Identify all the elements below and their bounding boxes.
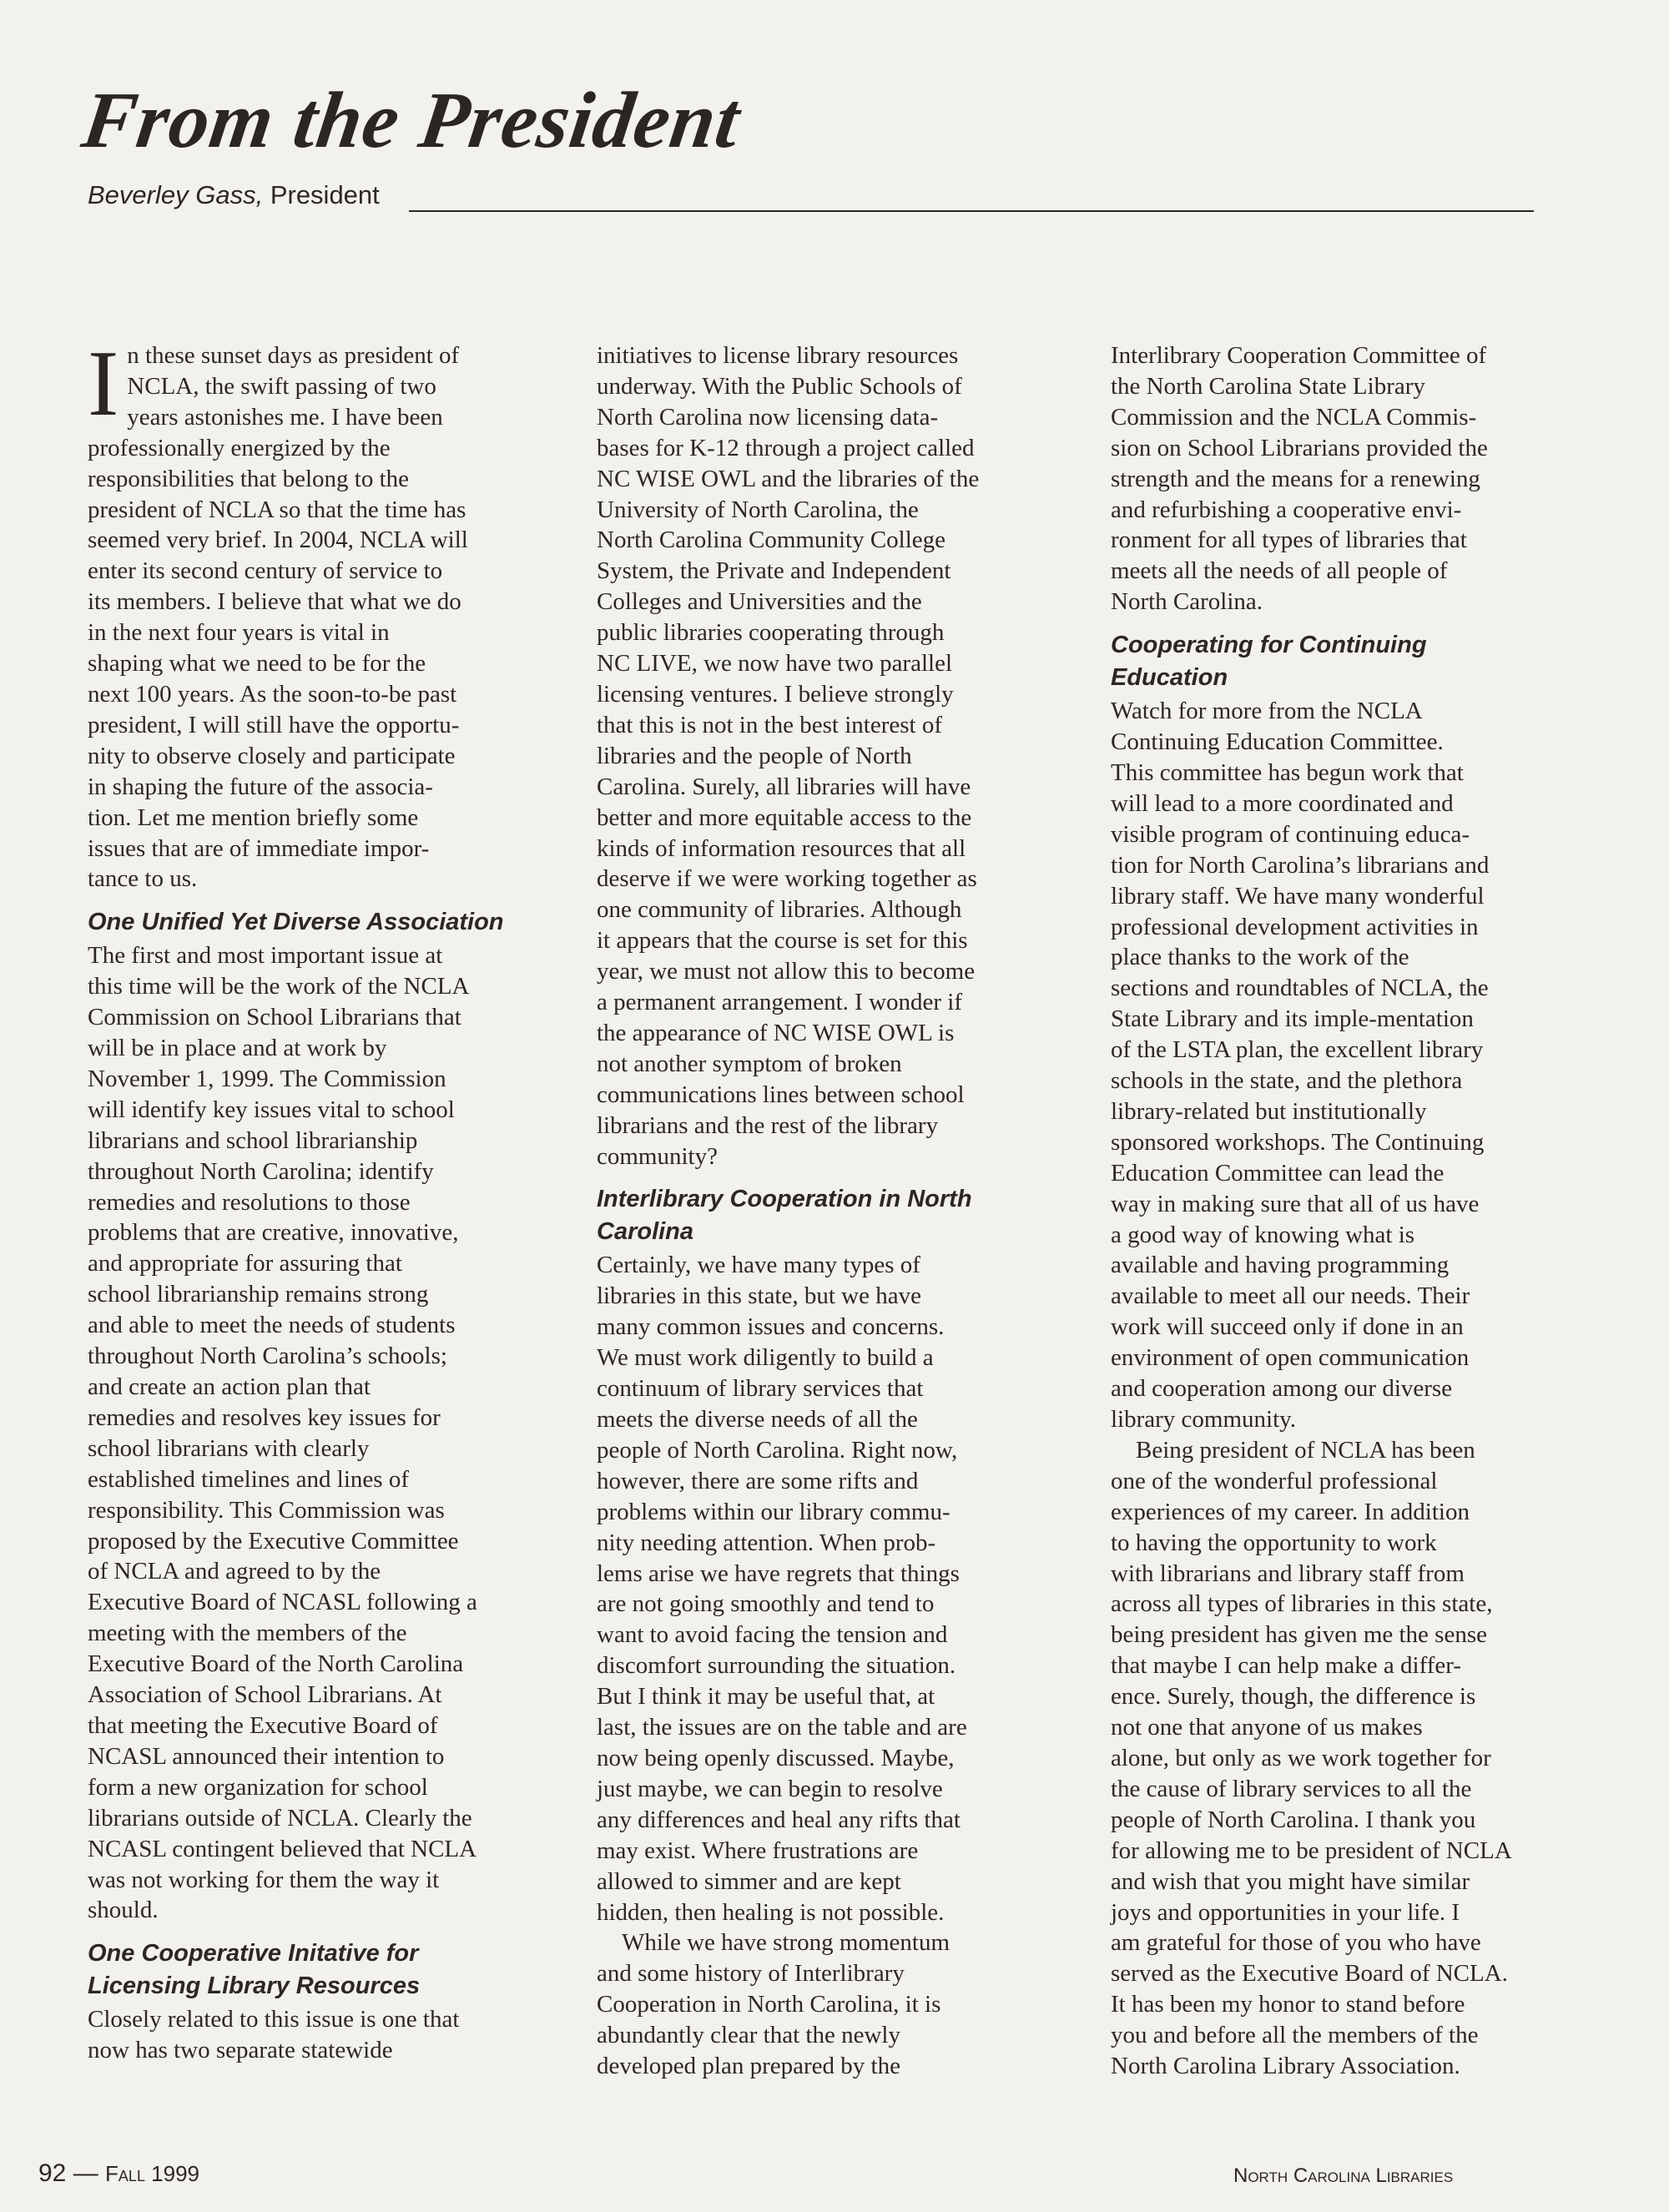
text-line: for allowing me to be president of NCLA [1111,1837,1512,1864]
text-line: will lead to a more coordinated and [1111,789,1454,817]
text-line: North Carolina Library Association. [1111,2053,1460,2080]
text-line: Commission and the NCLA Commis- [1111,403,1477,431]
text-line: throughout North Carolina; identify [88,1157,434,1185]
text-line: initiatives to license library resources [597,342,959,369]
text-line: that meeting the Executive Board of [88,1711,438,1739]
text-line: and some history of Interlibrary [597,1960,905,1988]
text-line: While we have strong momentum [622,1929,950,1957]
text-line: bases for K-12 through a project called [597,434,975,461]
text-line: experiences of my career. In addition [1111,1498,1470,1525]
text-line: people of North Carolina. Right now, [597,1436,958,1464]
text-line: librarians and the rest of the library [597,1111,939,1139]
text-line: people of North Carolina. I thank you [1111,1806,1476,1833]
paragraph [88,332,563,894]
text-line: nity needing attention. When prob- [597,1529,936,1556]
text-line: sections and roundtables of NCLA, the [1111,975,1489,1002]
paragraph [88,940,563,1926]
byline [88,180,380,210]
text-line: community? [597,1142,718,1170]
text-line: that maybe I can help make a differ- [1111,1652,1461,1680]
text-line: tion. Let me mention briefly some [88,804,419,831]
text-line: discomfort surrounding the situation. [597,1652,956,1680]
section-heading [1111,629,1586,694]
text-line: to having the opportunity to work [1111,1529,1437,1556]
text-line: you and before all the members of the [1111,2022,1479,2049]
text-line: throughout North Carolina’s schools; [88,1343,447,1370]
text-line: deserve if we were working together as [597,865,977,893]
text-line: ronment for all types of libraries that [1111,527,1467,554]
text-line: Cooperation in North Carolina, it is [597,1991,941,2018]
text-line: in shaping the future of the associa- [88,773,433,800]
text-line: in the next four years is vital in [88,619,390,647]
paragraph [597,340,1072,1172]
text-line: University of North Carolina, the [597,496,919,523]
text-line: The first and most important issue at [88,942,443,970]
heading-line: Cooperating for Continuing [1111,632,1427,659]
text-line: are not going smoothly and tend to [597,1590,935,1618]
text-line: alone, but only as we work together for [1111,1744,1491,1771]
text-line: the North Carolina State Library [1111,372,1425,400]
paragraph [597,1927,1072,2082]
text-line: Executive Board of NCASL following a [88,1589,477,1616]
text-line: issues that are of immediate impor- [88,834,430,862]
text-line: enter its second century of service to [88,557,443,585]
text-line: school librarians with clearly [88,1434,370,1462]
text-line: last, the issues are on the table and are [597,1714,967,1741]
text-line: a permanent arrangement. I wonder if [597,989,963,1016]
text-line: sponsored workshops. The Continuing [1111,1128,1485,1156]
text-line: available to meet all our needs. Their [1111,1282,1470,1310]
text-line: NC WISE OWL and the libraries of the [597,465,980,492]
text-line: seemed very brief. In 2004, NCLA will [88,527,468,554]
text-line: Executive Board of the North Carolina [88,1650,464,1678]
text-line: it appears that the course is set for this [597,927,968,955]
text-line: sion on School Librarians provided the [1111,434,1488,461]
section-heading [88,1937,563,2003]
text-line: meets all the needs of all people of [1111,557,1448,585]
text-line: libraries and the people of North [597,742,912,769]
issue-label: Fall 1999 [105,2161,200,2186]
text-line: lems arise we have regrets that things [597,1559,960,1587]
text-line: not another symptom of broken [597,1050,902,1077]
text-line: responsibility. This Commission was [88,1496,445,1524]
text-line: licensing ventures. I believe strongly [597,680,954,708]
text-line: developed plan prepared by the [597,2053,900,2080]
text-line: strength and the means for a renewing [1111,465,1480,492]
text-line: library community. [1111,1406,1297,1433]
text-line: of the LSTA plan, the excellent library [1111,1036,1484,1064]
text-line: one community of libraries. Although [597,896,962,924]
text-line: and refurbishing a cooperative envi- [1111,496,1462,523]
text-line: We must work diligently to build a [597,1344,934,1372]
footer-folio [38,2159,199,2188]
text-line: and create an action plan that [88,1373,371,1400]
text-line: this time will be the work of the NCLA [88,973,470,1000]
text-line: and wish that you might have similar [1111,1867,1470,1895]
byline-rule [409,210,1534,212]
text-line: tion for North Carolina’s librarians and [1111,851,1490,879]
text-line: responsibilities that belong to the [88,465,410,492]
text-line: underway. With the Public Schools of [597,372,962,400]
text-line: form a new organization for school [88,1773,428,1801]
heading-line: Licensing Library Resources [88,1973,421,2000]
text-line: Association of School Librarians. At [88,1681,442,1709]
text-line: established timelines and lines of [88,1465,409,1493]
text-line: problems within our library commu- [597,1498,950,1525]
text-line: Being president of NCLA has been [1136,1436,1475,1464]
text-line: now being openly discussed. Maybe, [597,1744,955,1771]
text-line: joys and opportunities in your life. I [1111,1898,1460,1926]
text-line: remedies and resolutions to those [88,1188,411,1216]
text-line: next 100 years. As the soon-to-be past [88,680,457,708]
text-line: Certainly, we have many types of [597,1252,920,1279]
text-line: however, there are some rifts and [597,1467,919,1494]
text-line: November 1, 1999. The Commission [88,1065,446,1092]
text-line: am grateful for those of you who have [1111,1929,1481,1957]
text-line: served as the Executive Board of NCLA. [1111,1960,1508,1988]
text-line: North Carolina now licensing data- [597,403,939,431]
text-line: nity to observe closely and participate [88,742,456,769]
text-line: year, we must not allow this to become [597,958,976,985]
text-line: place thanks to the work of the [1111,944,1409,971]
text-line: across all types of libraries in this state, [1111,1590,1493,1618]
text-line: shaping what we need to be for the [88,650,426,678]
folio-dash: — [66,2159,106,2187]
text-line: want to avoid facing the tension and [597,1621,948,1649]
text-line: tance to us. [88,865,198,893]
text-line: NCASL announced their intention to [88,1742,445,1770]
text-line: schools in the state, and the plethora [1111,1067,1463,1095]
author-name: Beverley Gass, [88,180,264,209]
text-line: the cause of library services to all the [1111,1775,1472,1802]
text-line: NCASL contingent believed that NCLA [88,1835,477,1862]
text-line: any differences and heal any rifts that [597,1806,961,1833]
text-line: remedies and resolves key issues for [88,1403,441,1431]
text-line: libraries in this state, but we have [597,1282,921,1310]
text-line: Interlibrary Cooperation Committee of [1111,342,1487,369]
text-line: years astonishes me. I have been [127,403,443,431]
text-line: Commission on School Librarians that [88,1004,461,1031]
text-line: Carolina. Surely, all libraries will have [597,773,971,800]
text-line: problems that are creative, innovative, [88,1219,459,1247]
text-line: not one that anyone of us makes [1111,1714,1423,1741]
text-line: many common issues and concerns. [597,1313,945,1341]
text-line: president of NCLA so that the time has [88,496,466,523]
author-role: President [263,180,380,209]
text-line: public libraries cooperating through [597,619,945,647]
drop-cap: I [88,332,119,436]
text-line: should. [88,1897,159,1924]
heading-line: Carolina [597,1218,694,1246]
text-line: It has been my honor to stand before [1111,1991,1465,2018]
text-line: library staff. We have many wonderful [1111,882,1485,909]
text-line: with librarians and library staff from [1111,1559,1465,1587]
paragraph [88,2004,563,2066]
text-line: Continuing Education Committee. [1111,728,1444,756]
paragraph [1111,1435,1586,2082]
text-line: work will succeed only if done in an [1111,1313,1464,1341]
heading-line: Education [1111,664,1228,692]
text-line: ence. Surely, though, the difference is [1111,1683,1476,1711]
text-line: being president has given me the sense [1111,1621,1487,1649]
publication-name: North Carolina Libraries [1233,2164,1454,2187]
text-line: But I think it may be useful that, at [597,1683,935,1711]
text-line: communications lines between school [597,1081,965,1108]
text-line: This committee has begun work that [1111,758,1464,786]
text-line: Colleges and Universities and the [597,588,922,616]
text-line: one of the wonderful professional [1111,1467,1438,1494]
section-heading [88,906,563,939]
text-line: proposed by the Executive Committee [88,1527,459,1554]
text-line: and appropriate for assuring that [88,1250,402,1277]
heading-line: One Unified Yet Diverse Association [88,909,504,936]
paragraph [1111,696,1586,1435]
text-line: was not working for them the way it [88,1866,440,1893]
column-3 [1111,340,1586,2082]
heading-line: One Cooperative Initative for [88,1940,419,1968]
page-title: From the President [77,75,746,164]
text-line: allowed to simmer and are kept [597,1867,901,1895]
column-2 [597,340,1072,2082]
text-line: hidden, then healing is not possible. [597,1898,945,1926]
paragraph [597,1250,1072,1927]
text-line: North Carolina Community College [597,527,946,554]
text-line: environment of open communication [1111,1344,1470,1372]
text-line: North Carolina. [1111,588,1263,616]
text-line: school librarianship remains strong [88,1281,429,1308]
text-line: the appearance of NC WISE OWL is [597,1019,955,1046]
text-line: n these sunset days as president of [127,342,460,369]
text-line: will identify key issues vital to school [88,1096,455,1123]
heading-line: Interlibrary Cooperation in North [597,1186,972,1213]
text-line: Education Committee can lead the [1111,1159,1445,1187]
text-line: meets the diverse needs of all the [597,1406,918,1433]
text-line: abundantly clear that the newly [597,2022,900,2049]
text-line: professional development activities in [1111,913,1479,940]
text-line: president, I will still have the opportu- [88,711,460,738]
text-line: kinds of information resources that all [597,834,966,862]
text-line: meeting with the members of the [88,1620,407,1647]
section-heading [597,1183,1072,1248]
text-line: that this is not in the best interest of [597,711,943,738]
paragraph [1111,340,1586,617]
text-line: and able to meet the needs of students [88,1312,456,1339]
text-line: visible program of continuing educa- [1111,820,1470,848]
text-line: Watch for more from the NCLA [1111,698,1423,725]
text-line: better and more equitable access to the [597,804,972,831]
text-line: available and having programming [1111,1252,1450,1279]
text-line: will be in place and at work by [88,1035,387,1062]
text-line: may exist. Where frustrations are [597,1837,919,1864]
text-line: and cooperation among our diverse [1111,1375,1453,1403]
column-1 [88,332,563,2066]
text-line: Closely related to this issue is one that [88,2006,460,2033]
text-line: System, the Private and Independent [597,557,951,585]
text-line: librarians outside of NCLA. Clearly the [88,1804,472,1832]
text-line: a good way of knowing what is [1111,1221,1415,1248]
text-line: of NCLA and agreed to by the [88,1558,381,1585]
text-line: way in making sure that all of us have [1111,1190,1480,1217]
text-line: librarians and school librarianship [88,1126,418,1154]
text-line: library-related but institutionally [1111,1097,1427,1125]
page-number: 92 [38,2159,67,2187]
text-line: professionally energized by the [88,434,391,461]
text-line: continuum of library services that [597,1375,924,1403]
text-line: its members. I believe that what we do [88,588,461,616]
text-line: NCLA, the swift passing of two [127,372,436,400]
text-line: NC LIVE, we now have two parallel [597,650,953,678]
text-line: just maybe, we can begin to resolve [597,1775,943,1802]
text-line: now has two separate statewide [88,2037,393,2064]
text-line: State Library and its imple-mentation [1111,1005,1474,1033]
